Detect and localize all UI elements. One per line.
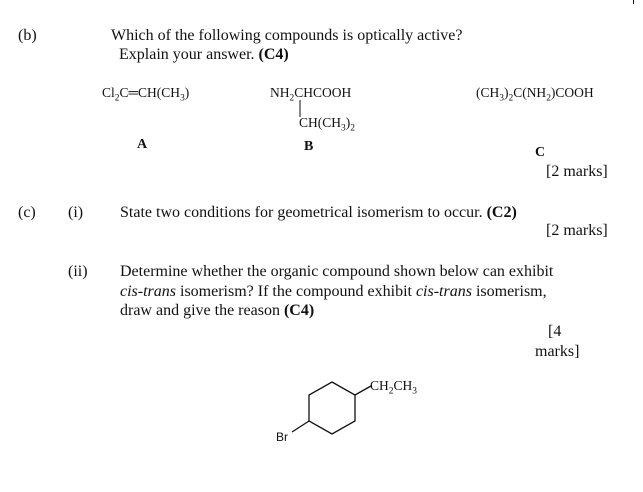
compound-c-formula: $(CH_3)_2C(NH_2)COOH$ [476, 85, 594, 104]
part-c-i-text: State two conditions for geometrical isomerism to occur. [120, 204, 483, 221]
compound-a-letter: A [137, 137, 148, 152]
part-c-ii-marks-line1: [4 [548, 323, 562, 340]
part-c-label: (c) [18, 204, 36, 221]
cyclohexane-structure [265, 370, 445, 460]
part-b-marks: [2 marks] [546, 163, 608, 180]
compound-b-formula-bottom: $CH(CH_3)_2$ [299, 115, 355, 134]
part-b-label: (b) [18, 27, 37, 44]
part-c-ii-line3 [120, 303, 314, 319]
part-b-question-line2 [119, 47, 289, 63]
part-b-code: (C4) [258, 46, 289, 63]
part-c-i-question [120, 205, 517, 221]
ethyl-substituent: $CH_2CH_3$ [370, 378, 417, 397]
part-c-ii-italic1: cis-trans [120, 283, 176, 300]
bromine-substituent: Br [276, 430, 288, 444]
compound-b-letter: B [304, 139, 314, 154]
part-c-ii-code: (C4) [283, 302, 315, 319]
part-c-ii-marks-line2: marks] [535, 343, 580, 360]
part-b-question-text: Explain your answer. [119, 46, 255, 63]
part-c-i-code: (C2) [486, 204, 517, 221]
page-edge-mark [633, 0, 634, 4]
part-c-ii-italic2: cis-trans [415, 283, 472, 300]
part-c-i-label: (i) [68, 204, 84, 221]
compound-c-letter: C [535, 145, 546, 160]
ethyl-bond [355, 386, 371, 395]
part-c-ii-line1: Determine whether the organic compound shown below can exhibit [120, 263, 554, 280]
part-c-ii-line3-text: draw and give the reason [120, 302, 280, 319]
cyclohexane-ring [309, 382, 355, 434]
part-c-ii-label: (ii) [68, 263, 88, 280]
part-c-ii-line2-text: isomerism? If the compound exhibit [176, 283, 416, 300]
part-c-ii-line2 [120, 284, 547, 300]
compound-b-formula-top: $NH_2CHCOOH$ [270, 85, 352, 104]
compound-a-formula: $Cl_2C═CH(CH_3)$ [102, 85, 190, 104]
part-b-question-line1: Which of the following compounds is optically active? [111, 27, 463, 44]
part-c-ii-line2-end: isomerism, [471, 283, 547, 300]
bromine-bond [292, 421, 309, 432]
part-c-i-marks: [2 marks] [546, 222, 608, 239]
